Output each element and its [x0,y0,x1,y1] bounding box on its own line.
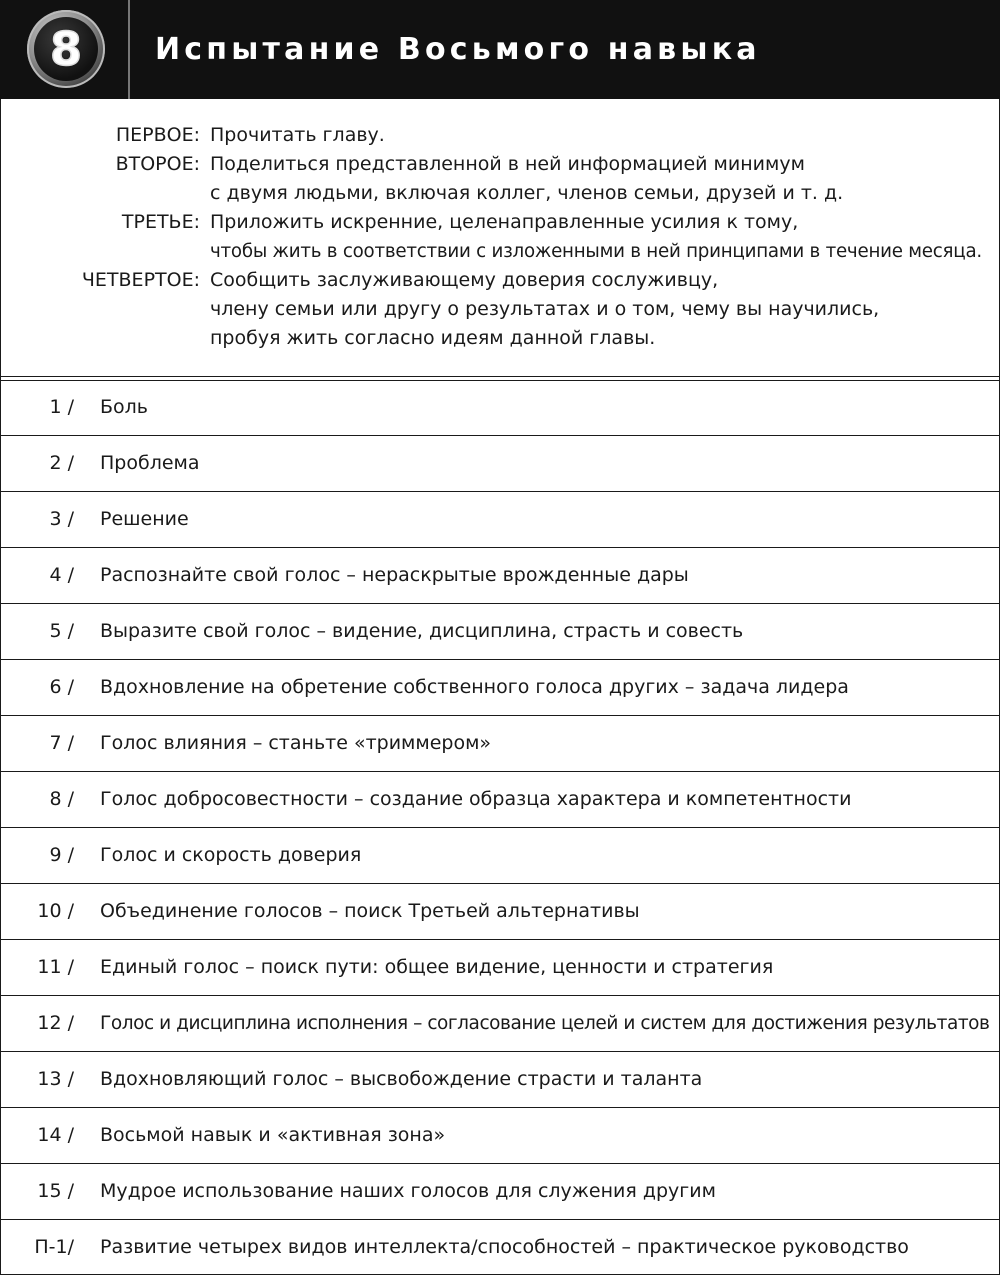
instruction-text: Прочитать главу. [210,124,385,146]
chapter-title: Голос добросовестности – создание образца характера и компетентности [100,788,852,810]
chapter-number: 1 / [49,396,74,418]
chapter-number: 4 / [49,564,74,586]
chapter-title: Объединение голосов – поиск Третьей альтернативы [100,900,640,922]
chapter-number: 8 / [49,788,74,810]
instruction-text: Приложить искренние, целенаправленные усилия к тому, [210,211,799,233]
instruction-text: члену семьи или другу о результатах и о том, чему вы научились, [210,298,880,320]
instruction-line [0,324,1000,353]
chapter-row [0,1052,1000,1108]
instruction-line [0,208,1000,237]
chapter-row [0,772,1000,828]
chapter-title: Решение [100,508,189,530]
chapter-title: Боль [100,396,149,418]
instruction-line [0,295,1000,324]
instruction-line [0,121,1000,150]
instruction-text: с двумя людьми, включая коллег, членов семьи, друзей и т. д. [210,182,844,204]
chapter-number: 15 / [37,1180,74,1202]
chapter-row [0,436,1000,492]
chapter-row [0,660,1000,716]
chapter-title: Голос и дисциплина исполнения – согласование целей и систем для достижения результатов [100,1013,990,1034]
chapter-row [0,1220,1000,1276]
chapter-row [0,380,1000,436]
header-bar [0,0,1000,99]
chapter-title: Единый голос – поиск пути: общее видение, ценности и стратегия [100,956,774,978]
instruction-text: чтобы жить в соответствии с изложенными в ней принципами в течение месяца. [210,241,982,262]
chapter-title: Голос и скорость доверия [100,844,362,866]
chapter-number-badge [27,10,105,88]
chapter-title: Проблема [100,452,200,474]
chapter-title: Голос влияния – станьте «триммером» [100,732,492,754]
chapter-number: 3 / [49,508,74,530]
chapter-number: 7 / [49,732,74,754]
instruction-line [0,179,1000,208]
instruction-label: ПЕРВОЕ: [115,124,200,146]
instructions-section [0,99,1000,377]
instruction-line [0,266,1000,295]
chapter-number: 11 / [37,956,74,978]
chapter-number: 2 / [49,452,74,474]
chapter-number: 14 / [37,1124,74,1146]
chapter-number: П-1/ [34,1236,74,1258]
chapter-title: Вдохновление на обретение собственного голоса других – задача лидера [100,676,849,698]
chapter-row [0,548,1000,604]
chapter-number: 12 / [37,1012,74,1034]
chapter-title: Мудрое использование наших голосов для служения другим [100,1180,716,1202]
chapter-row [0,716,1000,772]
chapter-title: Развитие четырех видов интеллекта/способностей – практическое руководство [100,1236,909,1258]
chapter-number: 13 / [37,1068,74,1090]
chapter-number: 10 / [37,900,74,922]
instruction-label: ЧЕТВЕРТОЕ: [81,269,200,291]
chapter-number: 9 / [49,844,74,866]
instruction-text: Поделиться представленной в ней информацией минимум [210,153,805,175]
instruction-text: Сообщить заслуживающему доверия сослуживцу, [210,269,719,291]
instruction-line [0,237,1000,266]
chapter-row [0,996,1000,1052]
badge-cell [0,0,130,99]
chapter-title: Распознайте свой голос – нераскрытые врожденные дары [100,564,689,586]
badge-number: 8 [34,17,98,81]
chapter-row [0,884,1000,940]
instruction-label: ВТОРОЕ: [115,153,200,175]
chapter-row [0,828,1000,884]
page-title: Испытание Восьмого навыка [155,32,761,67]
chapter-number: 5 / [49,620,74,642]
chapter-title: Вдохновляющий голос – высвобождение страсти и таланта [100,1068,703,1090]
instruction-line [0,150,1000,179]
chapter-row [0,604,1000,660]
chapter-row [0,1108,1000,1164]
chapter-row [0,1164,1000,1220]
chapter-row [0,492,1000,548]
chapter-title: Выразите свой голос – видение, дисциплина, страсть и совесть [100,620,744,642]
instruction-text: пробуя жить согласно идеям данной главы. [210,327,656,349]
chapter-number: 6 / [49,676,74,698]
chapter-row [0,940,1000,996]
instruction-label: ТРЕТЬЕ: [121,211,200,233]
chapter-title: Восьмой навык и «активная зона» [100,1124,446,1146]
